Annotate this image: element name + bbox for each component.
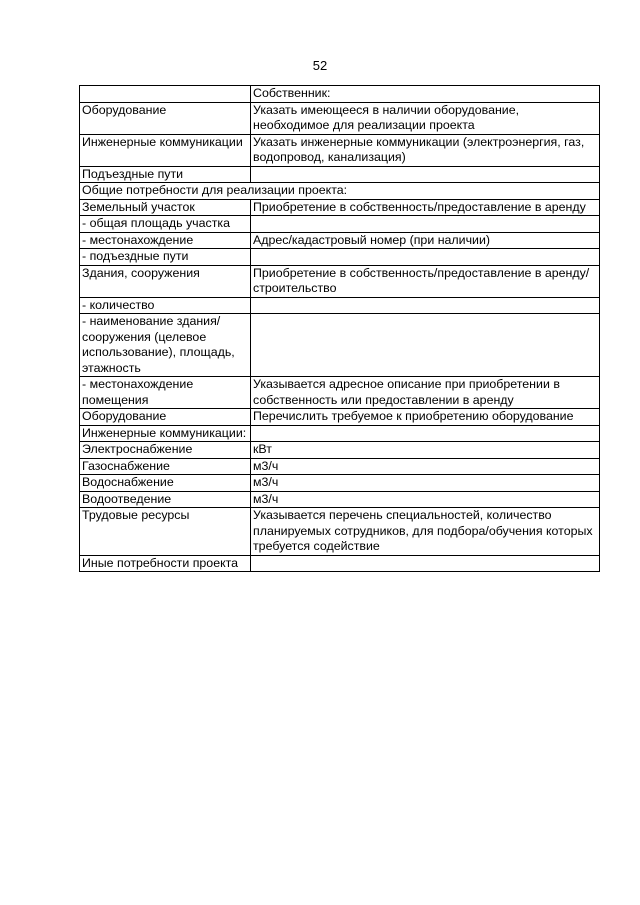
- row-value: Адрес/кадастровый номер (при наличии): [251, 232, 600, 249]
- row-label: - местонахождение: [80, 232, 251, 249]
- page-number: 52: [312, 58, 328, 73]
- row-value: Перечислить требуемое к приобретению оборудование: [251, 409, 600, 426]
- row-label: Оборудование: [80, 102, 251, 134]
- row-value: Указать инженерные коммуникации (электроэнергия, газ, водопровод, канализация): [251, 134, 600, 166]
- row-label: - наименование здания/ сооружения (целевое использование), площадь, этажность: [80, 314, 251, 377]
- table-row: [80, 166, 600, 183]
- table-row: [80, 183, 600, 200]
- row-value: [251, 166, 600, 183]
- row-label: - общая площадь участка: [80, 216, 251, 233]
- row-value: Приобретение в собственность/предоставление в аренду: [251, 199, 600, 216]
- row-value: м3/ч: [251, 458, 600, 475]
- row-value: м3/ч: [251, 491, 600, 508]
- table-row: [80, 442, 600, 459]
- row-value: [251, 425, 600, 442]
- table-row: [80, 425, 600, 442]
- row-label: - подъездные пути: [80, 249, 251, 266]
- table-row: [80, 508, 600, 556]
- row-value: [251, 555, 600, 572]
- table-row: [80, 216, 600, 233]
- row-value: Указать имеющееся в наличии оборудование, необходимое для реализации проекта: [251, 102, 600, 134]
- table-row: [80, 265, 600, 297]
- row-label: Иные потребности проекта: [80, 555, 251, 572]
- table-row: [80, 314, 600, 377]
- row-label: - местонахождение помещения: [80, 377, 251, 409]
- row-label: - количество: [80, 297, 251, 314]
- table-row: [80, 199, 600, 216]
- row-value: Приобретение в собственность/предоставление в аренду/строительство: [251, 265, 600, 297]
- row-label: Газоснабжение: [80, 458, 251, 475]
- row-value: м3/ч: [251, 475, 600, 492]
- row-label: Инженерные коммуникации: [80, 134, 251, 166]
- row-label: Земельный участок: [80, 199, 251, 216]
- row-value: [251, 216, 600, 233]
- table-row: [80, 102, 600, 134]
- needs-heading: Общие потребности для реализации проекта:: [80, 183, 600, 200]
- table-row: [80, 134, 600, 166]
- row-label: Инженерные коммуникации:: [80, 425, 251, 442]
- table-row: [80, 555, 600, 572]
- row-value: [251, 297, 600, 314]
- row-value: [251, 249, 600, 266]
- row-value: кВт: [251, 442, 600, 459]
- table-row: [80, 86, 600, 103]
- table-row: [80, 377, 600, 409]
- row-label: Трудовые ресурсы: [80, 508, 251, 556]
- row-value: Указывается адресное описание при приобретении в собственность или предоставлении в аренду: [251, 377, 600, 409]
- row-label: Здания, сооружения: [80, 265, 251, 297]
- row-value: [251, 314, 600, 377]
- project-requirements-table: [79, 85, 600, 572]
- table-row: [80, 249, 600, 266]
- row-label: Электроснабжение: [80, 442, 251, 459]
- table-row: [80, 409, 600, 426]
- row-value: Указывается перечень специальностей, количество планируемых сотрудников, для подбора/обучения которых требуется содействие: [251, 508, 600, 556]
- table-row: [80, 232, 600, 249]
- table-row: [80, 491, 600, 508]
- owner-label: Собственник:: [251, 86, 600, 103]
- row-label: Подъездные пути: [80, 166, 251, 183]
- table-row: [80, 458, 600, 475]
- row-label-cell: [80, 86, 251, 103]
- row-label: Водоотведение: [80, 491, 251, 508]
- table-row: [80, 475, 600, 492]
- row-label: Оборудование: [80, 409, 251, 426]
- row-label: Водоснабжение: [80, 475, 251, 492]
- table-row: [80, 297, 600, 314]
